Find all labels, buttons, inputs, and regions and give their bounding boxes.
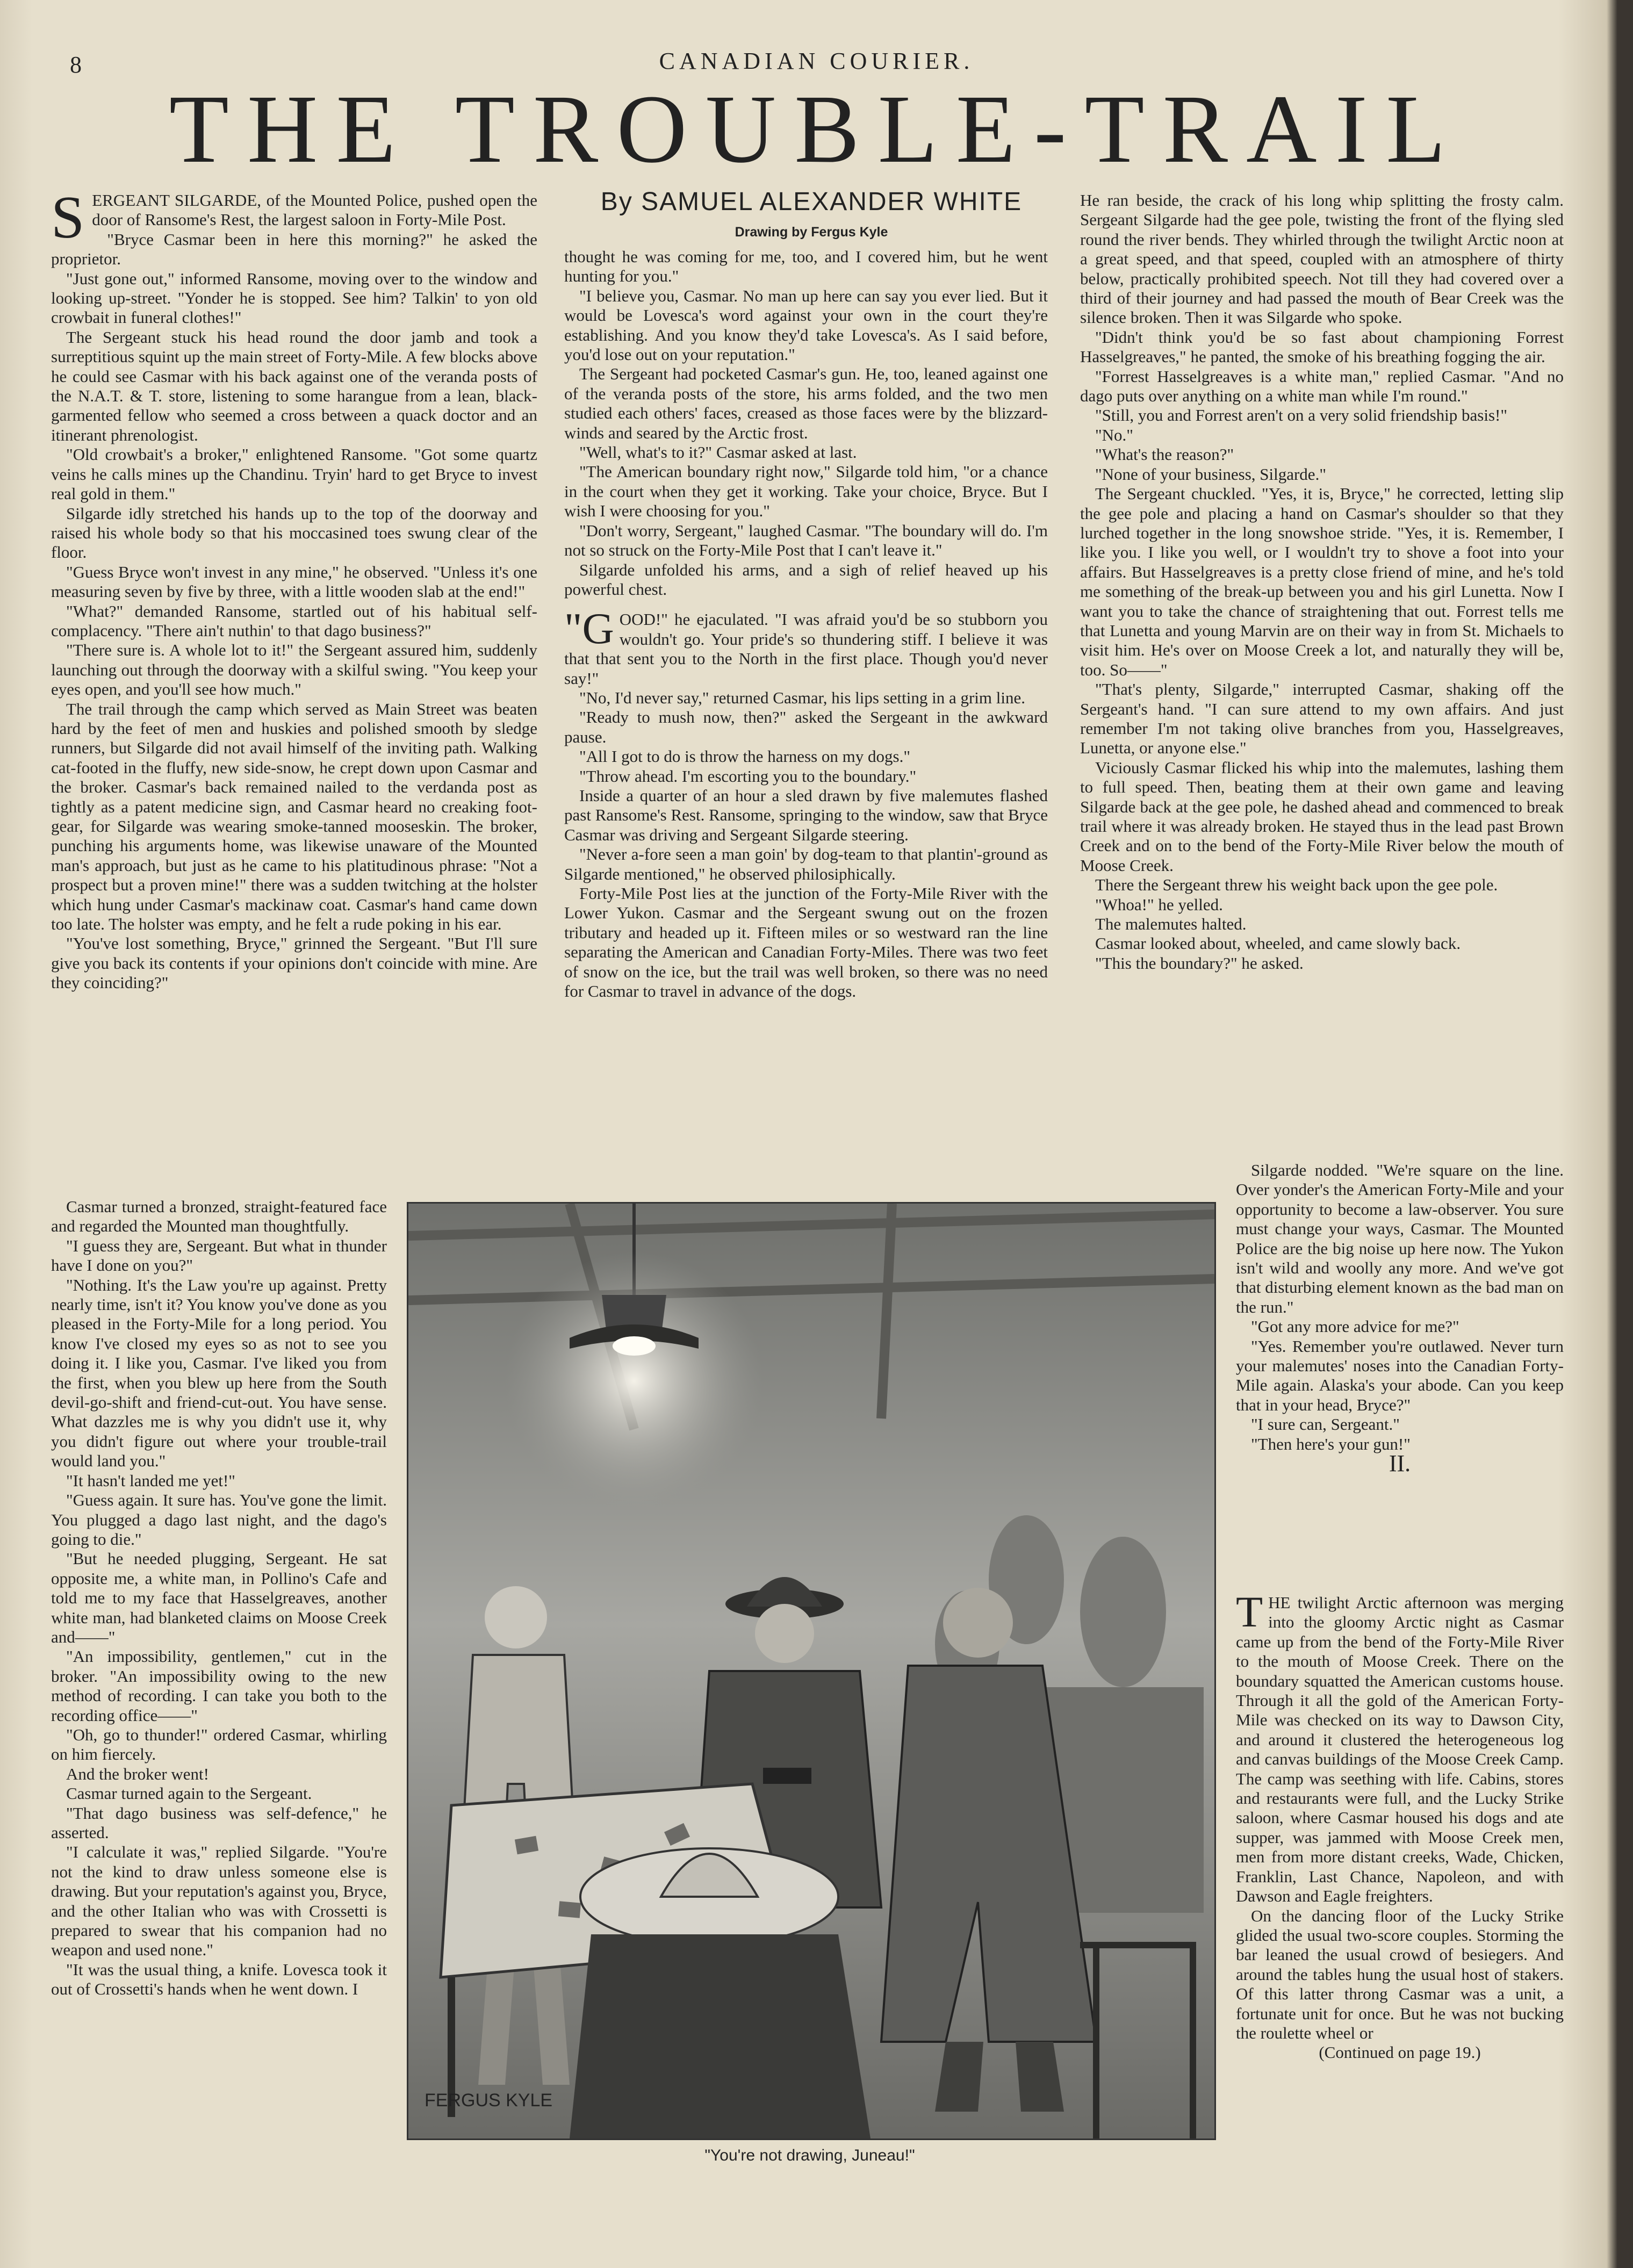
paragraph: Forty-Mile Post lies at the junction of the Forty-Mile River with the Lower Yukon. Casmar and the Sergeant swung out on the frozen tributary and headed up it. Fifteen miles or so westward ran the line separating the American and Canadian Forty-Miles. There was two feet of snow on the ice, but the trail was well broken, so there was no need for Casmar to travel in advance of the dogs. [564,884,1048,1001]
saloon-illustration [407,1202,1216,2140]
paragraph: THE twilight Arctic afternoon was merging into the gloomy Arctic night as Casmar came up from the bend of the Forty-Mile River to the mouth of Moose Creek. There on the boundary squatted the American customs house. Through it all the gold of the American Forty-Mile was checked on its way to Dawson City, and around it clustered the heterogeneous log and canvas buildings of the Moose Creek Camp. The camp was seething with life. Cabins, stores and restaurants were full, and the Lucky Strike saloon, where Casmar housed his dogs and ate supper, was jammed with Moose Creek men, men from more distant creeks, Wade, Chicken, Franklin, Last Chance, Napoleon, and with Dawson and Eagle freighters. [1236,1587,1564,1906]
drop-cap: T [1236,1587,1263,1636]
paragraph: "Just gone out," informed Ransome, moving over to the window and looking up-street. "Yonder he is stopped. See him? Talkin' to yon old crowbait in funeral clothes!" [51,269,537,327]
paragraph: "There sure is. A whole lot to it!" the Sergeant assured him, suddenly launching out through the doorway with a skilful swing. "You keep your eyes open, and you'll see how much." [51,640,537,699]
paragraph: "I guess they are, Sergeant. But what in thunder have I done on you?" [51,1236,387,1275]
paragraph: "No, I'd never say," returned Casmar, his lips setting in a grim line. [579,688,1026,707]
paragraph: "Still, you and Forrest aren't on a very solid friendship basis!" [1095,406,1508,425]
paragraph: The trail through the camp which served as Main Street was beaten hard by the feet of men and huskies and polished smooth by sledge runners, but Silgarde did not avail himself of the inviting path. Walking cat-footed in the fluffy, new side-snow, he crept down upon Casmar and the broker. Casmar's back remained nailed to the verdanda post as tightly as a patent medicine sign, and Casmar heard no creaking foot-gear, for Silgarde was wearing smoke-tanned mooseskin. The broker, punching his arguments home, was likewise unaware of the Mounted man's approach, but just as he came to his platitudinous phrase: "Not a prospect but a proven mine!" there was a sudden twitching at the holster which hung under Casmar's mackinaw coat. Casmar's hand came down too late. The holster was empty, and he felt a rude poking in his ear. [51,699,537,934]
paragraph: "Ready to mush now, then?" asked the Sergeant in the awkward pause. [564,708,1048,746]
paragraph: "It hasn't landed me yet!" [66,1471,235,1490]
paragraph: "Throw ahead. I'm escorting you to the boundary." [579,766,917,786]
paragraph: "Forrest Hasselgreaves is a white man," replied Casmar. "And no dago puts over anything on a white man while I'm round." [1080,366,1564,406]
paragraph: "This the boundary?" he asked. [1095,953,1304,973]
paragraph: The Sergeant stuck his head round the door jamb and took a surreptitious squint up the main street of Forty-Mile. A few blocks above he could see Casmar with his back against one of the veranda posts of the N.A.T. & T. store, listening to some harangue from a lean, black-garmented fellow who seemed a cross between a quack doctor and an itinerant phrenologist. [51,327,537,444]
paragraph: He ran beside, the crack of his long whip splitting the frosty calm. Sergeant Silgarde had the gee pole, twisting the front of the flying sled round the river bends. They whirled through the twilight Arctic noon at a great speed, and that speed, coupled with an atmosphere of thirty below, practically prohibited speech. Not till they had covered over a third of their journey and had passed the mouth of Bear Creek was the silence broken. Then it was Silgarde who spoke. [1080,191,1564,327]
paragraph: SERGEANT SILGARDE, of the Mounted Police, pushed open the door of Ransome's Rest, the largest saloon in Forty-Mile Post. [51,184,537,251]
paragraph: Silgarde idly stretched his hands up to the top of the doorway and raised his whole body so that his moccasined toes swung clear of the floor. [51,503,537,562]
paragraph: "Didn't think you'd be so fast about championing Forrest Hasselgreaves," he panted, the smoke of his breathing fogging the air. [1080,327,1564,366]
paragraph: "I believe you, Casmar. No man up here can say you ever lied. But it would be Lovesca's word against your own in the court they're establishing. And you know they'd take Lovesca's. As I said before, you'd lose out on your reputation." [564,286,1048,364]
paragraph: "Oh, go to thunder!" ordered Casmar, whirling on him fiercely. [51,1725,387,1764]
paragraph: "GOOD!" he ejaculated. "I was afraid you'd be so stubborn you wouldn't go. Your pride's so thundering stiff. I believe it was that that sent you to the North in the first place. Though you'd never say!" [564,604,1048,688]
drawing-credit: Drawing by Fergus Kyle [735,225,888,240]
paragraph: "Never a-fore seen a man goin' by dog-team to that plantin'-ground as Silgarde mentioned," he observed philosiphically. [564,845,1048,883]
paragraph: "No." [1095,425,1133,444]
section-heading: II. [1389,1450,1411,1477]
paragraph: The Sergeant chuckled. "Yes, it is, Bryce," he corrected, letting slip the gee pole and placing a hand on Casmar's shoulder so that they lurched together in the long snowshoe stride. "Yes, it is. Remember, I like you. I like you well, or I wouldn't try to shove a foot into your affairs. But Hasselgreaves is a pretty close friend of mine, and he's told me something of the break-up between you and his girl Lunetta. Now I want you to take the chance of straightening that out. Forrest tells me that Lunetta and young Marvin are on their way in from St. Michaels to visit him. He's over on Moose Creek a lot, and naturally they will be, too. So——" [1080,484,1564,679]
paragraph: On the dancing floor of the Lucky Strike glided the usual two-score couples. Storming the bar leaned the usual crowd of besiegers. And around the tables hung the usual host of stakers. Of this latter throng Casmar was a unit, a fortunate unit for once. But he was not bucking the roulette wheel or [1236,1906,1564,2042]
paragraph: Silgarde nodded. "We're square on the line. Over yonder's the American Forty-Mile and your opportunity to become a law-observer. You sure must change your ways, Casmar. The Mounted Police are the big noise up here now. The Yukon isn't wild and woolly any more. And we've got that disturbing element known as the bad man on the run." [1236,1161,1564,1316]
paragraph: "Got any more advice for me?" [1251,1317,1459,1336]
paragraph: There the Sergeant threw his weight back upon the gee pole. [1095,875,1498,895]
column-3 [1080,191,1564,973]
artist-signature: FERGUS KYLE [425,2090,553,2111]
column-3-section-ii [1236,1587,1564,2063]
paragraph: The Sergeant had pocketed Casmar's gun. He, too, leaned against one of the veranda posts of the store, his arms folded, and the two men studied each others' faces, creased as those faces were by the blizzard-winds and seared by the Arctic frost. [564,364,1048,442]
paragraph: "That's plenty, Silgarde," interrupted Casmar, shaking off the Sergeant's hand. "I can sure attend to my own affairs. And just remember I'm not taking olive branches from you, Hasselgreaves, Lunetta, or anyone else." [1080,680,1564,758]
column-1 [51,184,537,993]
paragraph: Casmar looked about, wheeled, and came slowly back. [1095,934,1461,953]
paragraph: "It was the usual thing, a knife. Lovesca took it out of Crossetti's hands when he went down. I [51,1960,387,1999]
paragraph: And the broker went! [66,1764,209,1783]
paragraph: "All I got to do is throw the harness on my dogs." [579,747,910,766]
illustration-caption: "You're not drawing, Juneau!" [704,2147,915,2164]
paragraph: Viciously Casmar flicked his whip into the malemutes, lashing them to full speed. Then, beating them at their own game and leaving Silgarde back at the gee pole, he dashed ahead and commenced to break trail where it was already broken. He stayed thus in the lead past Brown Creek and on to the bend of the Forty-Mile River below the mouth of Moose Creek. [1080,758,1564,875]
paragraph: "Well, what's to it?" Casmar asked at last. [579,443,857,462]
paragraph: "Yes. Remember you're outlawed. Never turn your malemutes' noses into the Canadian Forty-Mile again. Alaska's your abode. Can you keep that in your head, Bryce?" [1236,1336,1564,1414]
paragraph: "Then here's your gun!" [1251,1434,1411,1453]
paragraph: Inside a quarter of an hour a sled drawn by five malemutes flashed past Ransome's Rest. Ransome, springing to the window, saw that Bryce Casmar was driving and Sergeant Silgarde steering. [564,786,1048,844]
page-number: 8 [70,52,82,78]
column-1-lower [51,1197,387,1999]
column-3-lower [1236,1161,1564,1477]
paragraph: "An impossibility, gentlemen," cut in the broker. "An impossibility owing to the new method of recording. I can take you both to the recording office——" [51,1647,387,1725]
paragraph: thought he was coming for me, too, and I covered him, but he went hunting for you." [564,247,1048,286]
paragraph: "None of your business, Silgarde." [1095,464,1326,484]
paragraph: "You've lost something, Bryce," grinned the Sergeant. "But I'll sure give you back its contents if your opinions don't coincide with mine. Are they coinciding?" [51,934,537,992]
drop-cap: "G [564,604,614,653]
continued-note: (Continued on page 19.) [1319,2043,1481,2062]
paragraph: "What's the reason?" [1095,445,1234,464]
paragraph: "Don't worry, Sergeant," laughed Casmar. "The boundary will do. I'm not so struck on the Forty-Mile Post that I can't leave it." [564,521,1048,560]
saloon-scene-drawing [408,1204,1214,2139]
running-head: CANADIAN COURIER. [659,48,974,74]
paragraph: "Guess Bryce won't invest in any mine," he observed. "Unless it's one measuring seven by five by three, with a little wooden slab at the end!" [51,562,537,601]
figure-seated [570,1848,871,2139]
paragraph: Silgarde unfolded his arms, and a sigh of relief heaved up his powerful chest. [564,560,1048,599]
paragraph: "Old crowbait's a broker," enlightened Ransome. "Got some quartz veins he calls mines up the Chandinu. Tryin' hard to get Bryce to invest real gold in them." [51,445,537,503]
column-2 [564,247,1048,1001]
paragraph: "That dago business was self-defence," he asserted. [51,1803,387,1842]
paragraph: "What?" demanded Ransome, startled out of his habitual self-complacency. "There ain't nuthin' to that dago business?" [51,601,537,640]
paragraph: The malemutes halted. [1095,915,1247,934]
paragraph: "The American boundary right now," Silgarde told him, "or a chance in the court when they get it working. Take your choice, Bryce. But I wish I were choosing for you." [564,462,1048,521]
paragraph: "But he needed plugging, Sergeant. He sat opposite me, a white man, in Pollino's Cafe and told me to my face that Hasselgreaves, another white man, had blanketed claims on Moose Creek and——" [51,1549,387,1646]
paragraph: "I sure can, Sergeant." [1251,1415,1400,1434]
paragraph: "Whoa!" he yelled. [1095,895,1223,914]
paragraph: "Guess again. It sure has. You've gone the limit. You plugged a dago last night, and the dago's going to die." [51,1491,387,1549]
byline: By SAMUEL ALEXANDER WHITE [600,188,1023,216]
paragraph: "Bryce Casmar been in here this morning?" he asked the proprietor. [51,229,537,269]
paragraph: "Nothing. It's the Law you're up against. Pretty nearly time, isn't it? You know you've done as you pleased in the Forty-Mile for a long period. You know I've closed my eyes so as not to see you doing it. I like you, Casmar. I've liked you from the first, when you blew up here from the South devil-go-shift and friend-cut-out. You have sense. What dazzles me is why you didn't use it, why you didn't figure out where your trouble-trail would land you." [51,1275,387,1471]
paragraph: "I calculate it was," replied Silgarde. "You're not the kind to draw unless someone else is drawing. But your reputation's against you, Bryce, and the other Italian who was with Crossetti is prepared to swear that his companion had no weapon and used none." [51,1842,387,1960]
article-title: THE TROUBLE-TRAIL [169,75,1464,183]
drop-cap: S [51,184,85,251]
paragraph: Casmar turned a bronzed, straight-featured face and regarded the Mounted man thoughtfully. [51,1197,387,1236]
paragraph: Casmar turned again to the Sergeant. [66,1784,312,1803]
